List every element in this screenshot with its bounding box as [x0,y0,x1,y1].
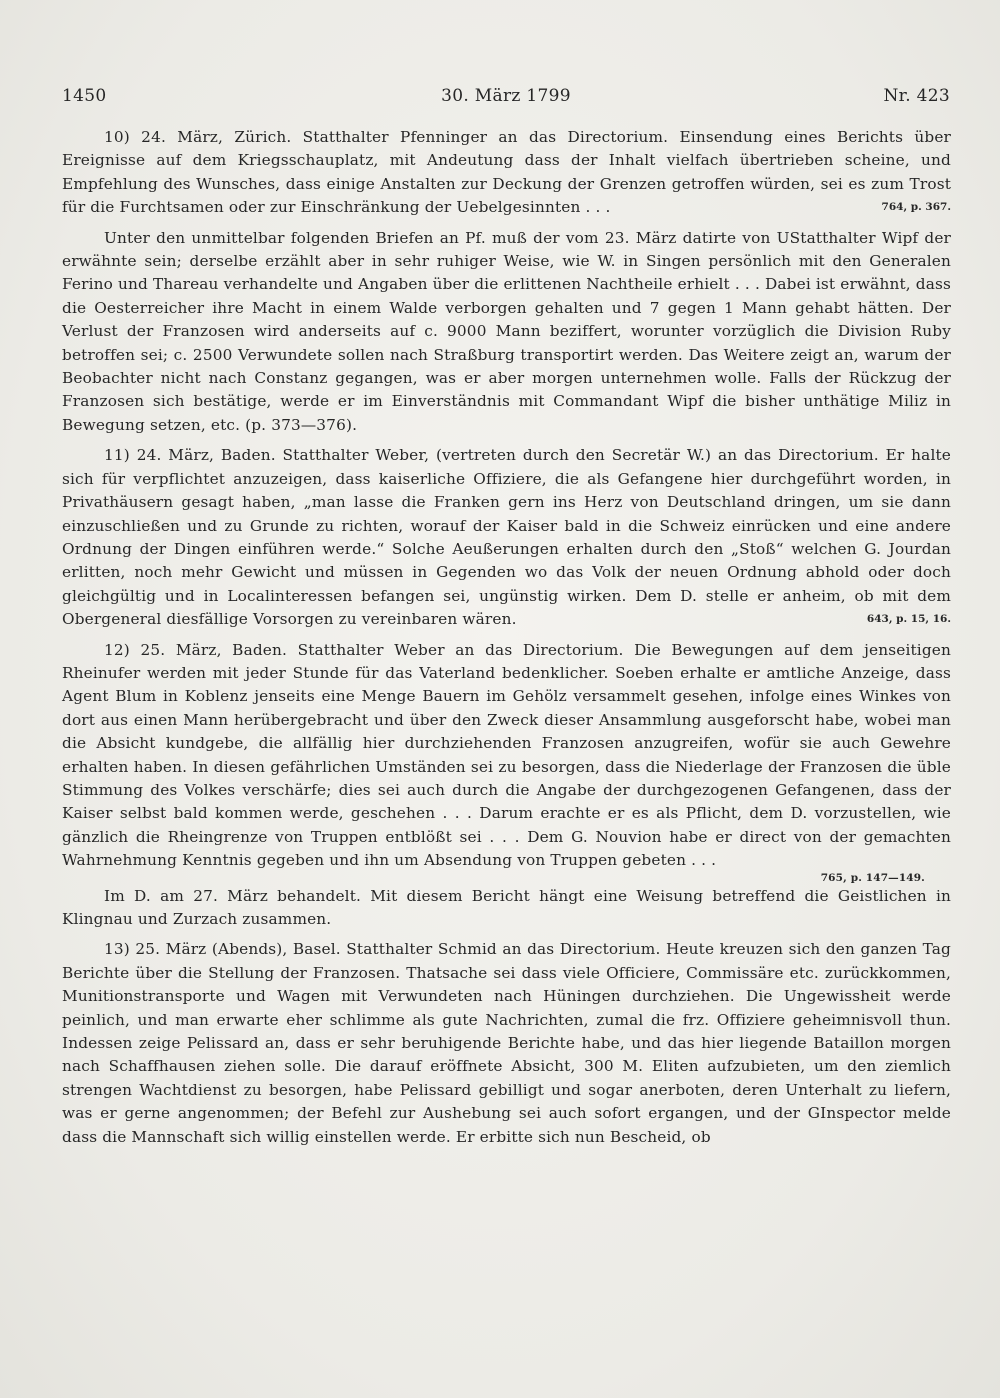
document-number: Nr. 423 [883,86,950,106]
page-number: 1450 [62,86,107,106]
entry-12-note [62,885,951,932]
entry-text: Unter den unmittelbar folgenden Briefen an Pf. muß der vom 23. März datirte von UStatthalter Wipf der erwähnte sein; derselbe erzählt aber in sehr ruhiger Weise, wie W. in Singen persönlich mit den Generalen Ferino und Thareau verhandelte und Angaben über die erlittenen Nachtheile erhielt . . . Dabei ist erwähnt, dass die Oesterreicher ihre Macht in einem Walde verborgen gehalten und 7 gegen 1 Mann gehabt hätten. Der Verlust der Franzosen wird anderseits auf c. 9000 Mann beziffert, worunter vorzüglich die Division Ruby betroffen sei; c. 2500 Verwundete sollen nach Straßburg transportirt werden. Das Weitere zeigt an, warum der Beobachter nicht nach Constanz gegangen, was er aber morgen unternehmen wolle. Falls der Rückzug der Franzosen sich bestätige, werde er im Einverständnis mit Commandant Wipf die bisher unthätige Miliz in Bewegung setzen, etc. (p. 373—376). [62,228,951,434]
entry-text: Im D. am 27. März behandelt. Mit diesem Bericht hängt eine Weisung betreffend die Geistlichen in Klingnau und Zurzach zusammen. [62,886,951,928]
document-body [62,126,951,1149]
header-date: 30. März 1799 [441,86,571,106]
entry-text: 13) 25. März (Abends), Basel. Statthalter Schmid an das Directorium. Heute kreuzen sich den ganzen Tag Berichte über die Stellung der Franzosen. Thatsache sei dass viele Officiere, Commissäre etc. zurückkommen, Munitionstransporte und Wagen mit Verwundeten nach Hüningen durchziehen. Die Ungewissheit werde peinlich, und man erwarte eher schlimme als gute Nachrichten, zumal die frz. Offiziere geheimnisvoll thun. Indessen zeige Pelissard an, dass er sehr beruhigende Berichte habe, und das hier liegende Bataillon morgen nach Schaffhausen ziehen solle. Die darauf eröffnete Absicht, 300 M. Eliten aufzubieten, um den ziemlich strengen Wachtdienst zu besorgen, habe Pelissard gebilligt und sogar anerboten, deren Unterhalt zu liefern, was er gerne angenommen; der Befehl zur Aushebung sei auch sofort ergangen, und der GInspector melde dass die Mannschaft sich willig einstellen werde. Er erbitte sich nun Bescheid, ob [62,940,951,1146]
archive-reference: 643, p. 15, 16. [866,613,951,626]
page-header [62,86,950,116]
entry-11 [62,444,951,631]
entry-13 [62,938,951,1149]
entry-10 [62,126,951,220]
entry-12 [62,639,951,873]
archive-reference: 765, p. 147—149. [820,871,925,884]
entry-text: 11) 24. März, Baden. Statthalter Weber, (vertreten durch den Secretär W.) an das Directorium. Er halte sich für verpflichtet anzuzeigen, dass kaiserliche Offiziere, die als Gefangene hier durchgeführt worden, in Privathäusern gesagt haben, „man lasse die Franken gern ins Herz von Deutschland dringen, um sie dann einzuschließen und zu Grunde zu richten, worauf der Kaiser bald in die Schweiz einrücken und eine andere Ordnung der Dingen einführen werde.“ Solche Aeußerungen erhalten durch den „Stoß“ welchen G. Jourdan erlitten, noch mehr Gewicht und müssen in Gegenden wo das Volk der neuen Ordnung abhold oder doch gleichgültig und in Localinteressen befangen sei, ungünstig wirken. Dem D. stelle er anheim, ob mit dem Obergeneral diesfällige Vorsorgen zu vereinbaren wären. [62,446,951,629]
entry-text: 12) 25. März, Baden. Statthalter Weber an das Directorium. Die Bewegungen auf dem jenseitigen Rheinufer werden mit jeder Stunde für das Vaterland bedenklicher. Soeben erhalte er amtliche Anzeige, dass Agent Blum in Koblenz jenseits eine Menge Bauern im Gehölz versammelt gesehen, infolge eines Winkes von dort aus einen Mann herübergebracht und über den Zweck dieser Ansammlung ausgeforscht habe, wobei man die Absicht kundgebe, die allfällig hier durchziehenden Franzosen anzugreifen, wofür sie auch Gewehre erhalten haben. In diesen gefährlichen Umständen sei zu besorgen, dass die Niederlage der Franzosen die üble Stimmung des Volkes verschärfe; dies sei auch durch die Angabe der durchgezogenen Gefangenen, dass der Kaiser selbst bald kommen werde, geschehen . . . Darum erachte er es als Pflicht, dem D. vorzustellen, wie gänzlich die Rheingrenze von Truppen entblößt sei . . . Dem G. Nouvion habe er direct von der gemachten Wahrnehmung Kenntnis gegeben und ihn um Absendung von Truppen gebeten . . . [62,640,951,870]
archive-reference: 764, p. 367. [881,201,951,214]
entry-10-note [62,227,951,438]
entry-text: 10) 24. März, Zürich. Statthalter Pfenninger an das Directorium. Einsendung eines Berichts über Ereignisse auf dem Kriegsschauplatz, mit Andeutung dass der Inhalt vielfach übertrieben scheine, und Empfehlung des Wunsches, dass einige Anstalten zur Deckung der Grenzen getroffen würden, sei es zum Trost für die Furchtsamen oder zur Einschränkung der Uebelgesinnten . . . [62,128,951,217]
